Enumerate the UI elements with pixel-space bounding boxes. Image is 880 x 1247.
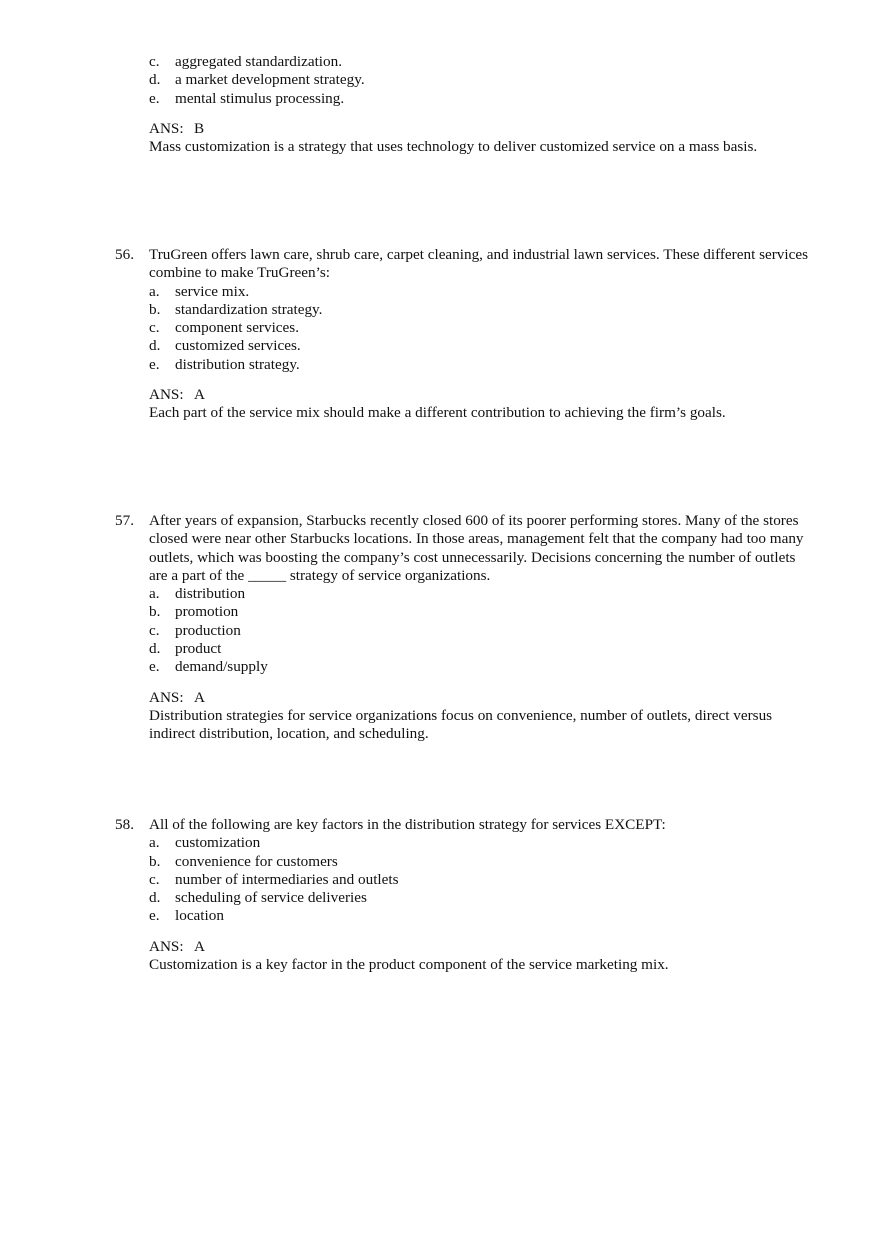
option-b: [149, 301, 815, 319]
question-number: 58.: [115, 816, 134, 833]
answer-value: A: [194, 688, 205, 706]
option-a: [149, 283, 815, 301]
option-text: promotion: [175, 603, 239, 621]
question-text: After years of expansion, Starbucks recently closed 600 of its poorer performing stores. Many of the stores closed were near other Starbucks locations. In those areas, management felt that the company had too many outlets, which was boosting the company’s cost unnecessarily. Decisions concerning the number of outlets are a part of the _____ strategy of service organizations.: [149, 512, 804, 584]
option-text: a market development strategy.: [175, 71, 365, 89]
answer-value: A: [194, 386, 205, 404]
option-e: [149, 907, 815, 925]
option-text: aggregated standardization.: [175, 53, 342, 70]
option-a: [149, 834, 815, 852]
question-55-continuation: [115, 53, 815, 156]
question-text: All of the following are key factors in the distribution strategy for services EXCEPT:: [149, 816, 666, 833]
option-letter: a.: [149, 834, 160, 852]
option-letter: d.: [149, 889, 161, 907]
question-58: [115, 816, 815, 974]
option-text: mental stimulus processing.: [175, 89, 345, 107]
option-letter: e.: [149, 355, 160, 373]
option-text: location: [175, 907, 224, 925]
option-letter: b.: [149, 852, 161, 870]
answer-label: ANS:: [149, 937, 184, 955]
option-c: [149, 53, 815, 71]
answer-explanation: Distribution strategies for service organizations focus on convenience, number of outlets, direct versus indirect distribution, location, and scheduling.: [149, 706, 773, 743]
answer-label: ANS:: [149, 386, 184, 404]
answer-label: ANS:: [149, 119, 184, 137]
option-text: customized services.: [175, 337, 301, 355]
answer-line: [149, 386, 815, 404]
option-letter: d.: [149, 640, 161, 658]
option-c: [149, 622, 815, 640]
answer-explanation: Mass customization is a strategy that uses technology to deliver customized service on a mass basis.: [149, 138, 758, 156]
option-e: [149, 658, 815, 676]
answer-explanation: Customization is a key factor in the product component of the service marketing mix.: [149, 956, 669, 974]
option-c: [149, 319, 815, 337]
option-letter: b.: [149, 300, 161, 318]
option-b: [149, 603, 815, 621]
option-b: [149, 853, 815, 871]
option-d: [149, 889, 815, 907]
answer-label: ANS:: [149, 688, 184, 706]
option-text: demand/supply: [175, 658, 268, 676]
option-letter: e.: [149, 658, 160, 676]
question-number: 56.: [115, 246, 134, 263]
option-e: [149, 90, 815, 108]
option-letter: b.: [149, 603, 161, 621]
option-text: production: [175, 621, 241, 639]
option-d: [149, 337, 815, 355]
answer-line: [149, 938, 815, 956]
option-text: number of intermediaries and outlets: [175, 870, 399, 888]
option-d: [149, 71, 815, 89]
question-57: [115, 512, 815, 744]
option-d: [149, 640, 815, 658]
option-text: convenience for customers: [175, 852, 338, 870]
option-letter: e.: [149, 89, 160, 107]
option-letter: d.: [149, 337, 161, 355]
answer-explanation: Each part of the service mix should make a different contribution to achieving the firm’s goals.: [149, 404, 726, 422]
option-letter: a.: [149, 282, 160, 300]
option-letter: c.: [149, 319, 160, 337]
option-text: customization: [175, 834, 261, 852]
answer-line: [149, 120, 815, 138]
option-text: service mix.: [175, 282, 250, 300]
option-letter: d.: [149, 71, 161, 89]
answer-line: [149, 689, 815, 707]
answer-value: A: [194, 937, 205, 955]
option-e: [149, 356, 815, 374]
option-letter: e.: [149, 907, 160, 925]
option-text: distribution: [175, 585, 246, 603]
option-letter: c.: [149, 53, 160, 70]
option-text: distribution strategy.: [175, 355, 300, 373]
option-text: scheduling of service deliveries: [175, 889, 367, 907]
option-text: product: [175, 640, 222, 658]
option-letter: c.: [149, 870, 160, 888]
question-56: [115, 246, 815, 423]
option-letter: a.: [149, 585, 160, 603]
option-text: standardization strategy.: [175, 300, 323, 318]
option-c: [149, 871, 815, 889]
question-text: TruGreen offers lawn care, shrub care, carpet cleaning, and industrial lawn services. These different services combine to make TruGreen’s:: [149, 246, 808, 282]
option-a: [149, 585, 815, 603]
question-number: 57.: [115, 512, 134, 529]
answer-value: B: [194, 119, 205, 137]
option-letter: c.: [149, 621, 160, 639]
option-text: component services.: [175, 319, 299, 337]
